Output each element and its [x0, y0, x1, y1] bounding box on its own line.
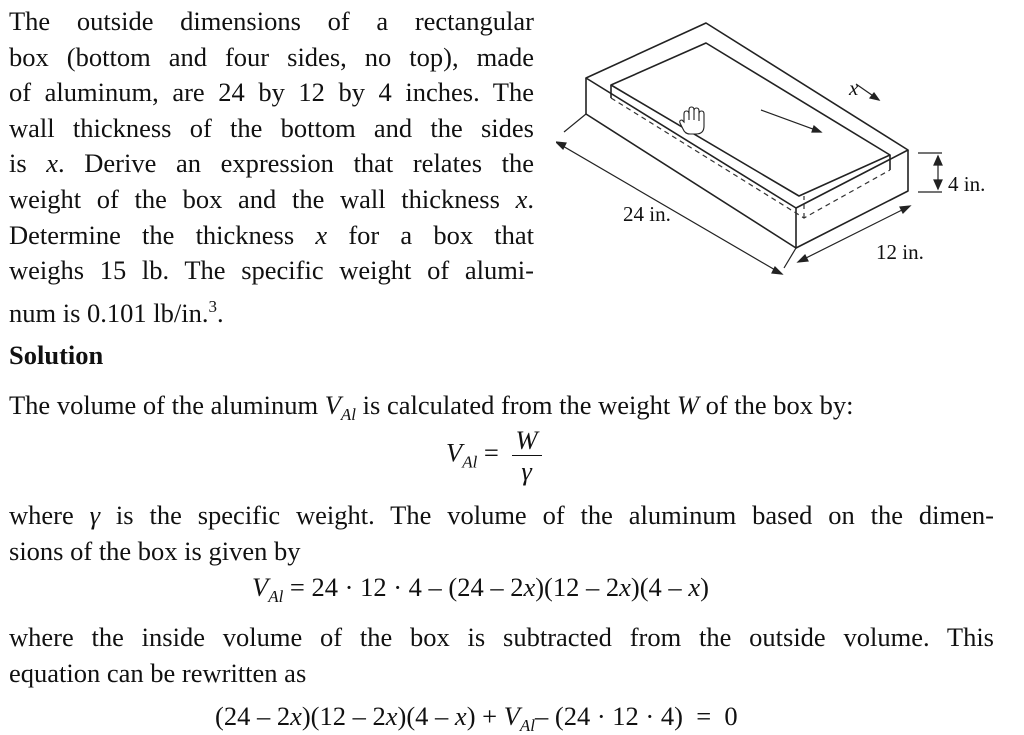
- hidden-edge: [611, 98, 890, 218]
- variable-x: x: [46, 148, 59, 179]
- exponent: 3: [208, 296, 218, 316]
- problem-statement: [9, 4, 534, 331]
- problem-line: weight of the box and the wall thickness x.: [9, 183, 534, 214]
- problem-line: num is 0.101 lb/in.$^3$.: [9, 296, 224, 328]
- variable-gamma: γ: [89, 500, 101, 530]
- label-24-in: 24 in.: [623, 202, 671, 226]
- problem-line: Determine the thickness x for a box that: [9, 219, 534, 250]
- hand-cursor-icon: [680, 107, 704, 134]
- solution-paragraph-1: The volume of the aluminum $V_{Al}$ is calculated from the weight W of the box by:: [9, 390, 854, 424]
- problem-line: The outside dimensions of a rectangular: [9, 6, 534, 36]
- outer-rim: [586, 23, 908, 208]
- variable-w: W: [676, 390, 699, 420]
- solution-paragraph-3: where the inside volume of the box is subtracted from the outside volume. This equation can be rewritten as: [9, 622, 994, 688]
- solution-heading: Solution: [9, 340, 104, 370]
- equation-2: $V_{Al} = 24 \cdot 12 \cdot 4 - (24 - 2x)(12 - 2x)(4 - x)$: [252, 572, 709, 606]
- label-12-in: 12 in.: [876, 240, 924, 264]
- problem-line: box (bottom and four sides, no top), made: [9, 41, 534, 72]
- subscript-al: Al: [340, 405, 357, 424]
- variable-x: x: [315, 219, 328, 250]
- problem-line: wall thickness of the bottom and the sides: [9, 112, 534, 143]
- label-x: x: [849, 76, 859, 100]
- fraction: $\frac{W}{\gamma}$: [512, 425, 542, 486]
- problem-line: of aluminum, are 24 by 12 by 4 inches. The: [9, 77, 534, 108]
- equation-1: $V_{Al}$ = $\frac{W}{\gamma}$: [446, 425, 542, 486]
- box-drawing: [556, 10, 1016, 280]
- label-4-in: 4 in.: [948, 172, 986, 196]
- variable-v: V: [324, 390, 341, 420]
- solution-paragraph-2: where γ is the specific weight. The volume of the aluminum based on the dimen- sions of the box is given by: [9, 500, 994, 566]
- variable-x: x: [515, 183, 528, 214]
- equation-3: $(24 - 2x)(12 - 2x)(4 - x) + V_{Al}-$ (24 · 12 · 4) = 0: [215, 701, 738, 735]
- front-face: [586, 78, 796, 248]
- problem-line: is x. Derive an expression that relates the: [9, 148, 534, 179]
- problem-line: weighs 15 lb. The specific weight of alumi-: [9, 255, 534, 286]
- box-figure: [556, 10, 1016, 280]
